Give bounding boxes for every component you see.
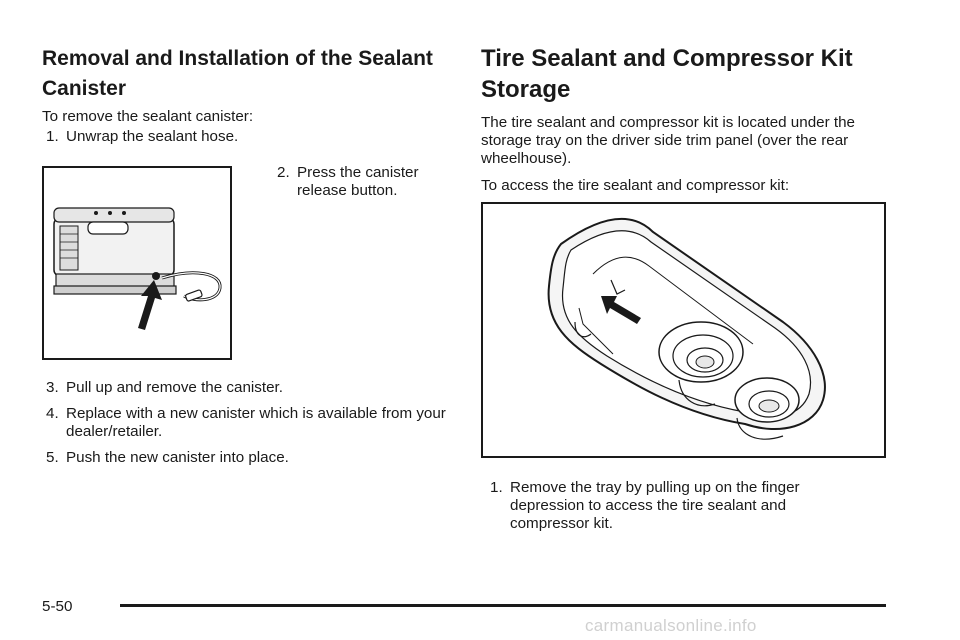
step-2: 2. Press the canister release button. <box>277 164 419 199</box>
access-intro-text: To access the tire sealant and compressor kit: <box>481 177 790 194</box>
compressor-illustration <box>42 166 232 360</box>
step-1: 1. Unwrap the sealant hose. <box>46 128 239 145</box>
intro-text: To remove the sealant canister: <box>42 108 254 125</box>
compressor-drawing <box>44 168 230 358</box>
storage-tray-drawing <box>483 204 884 456</box>
step-5: 5. Push the new canister into place. <box>46 449 289 466</box>
step-4: 4. Replace with a new canister which is available from your dealer/retailer. <box>46 405 446 440</box>
footer-rule <box>120 604 886 607</box>
page-number: 5-50 <box>42 598 73 615</box>
section-heading-sealant-canister: Removal and Installation of the Sealant Canister <box>42 47 433 100</box>
storage-tray-illustration <box>481 202 886 458</box>
step-1-remove-tray: 1. Remove the tray by pulling up on the finger depression to access the tire sealant and compressor kit. <box>490 479 800 532</box>
section-heading-kit-storage: Tire Sealant and Compressor Kit Storage <box>481 45 853 103</box>
step-3: 3. Pull up and remove the canister. <box>46 379 283 396</box>
kit-location-text: The tire sealant and compressor kit is located under the storage tray on the driver side trim panel (over the rear wheelhouse). <box>481 114 855 167</box>
watermark-text: carmanualsonline.info <box>585 616 757 635</box>
